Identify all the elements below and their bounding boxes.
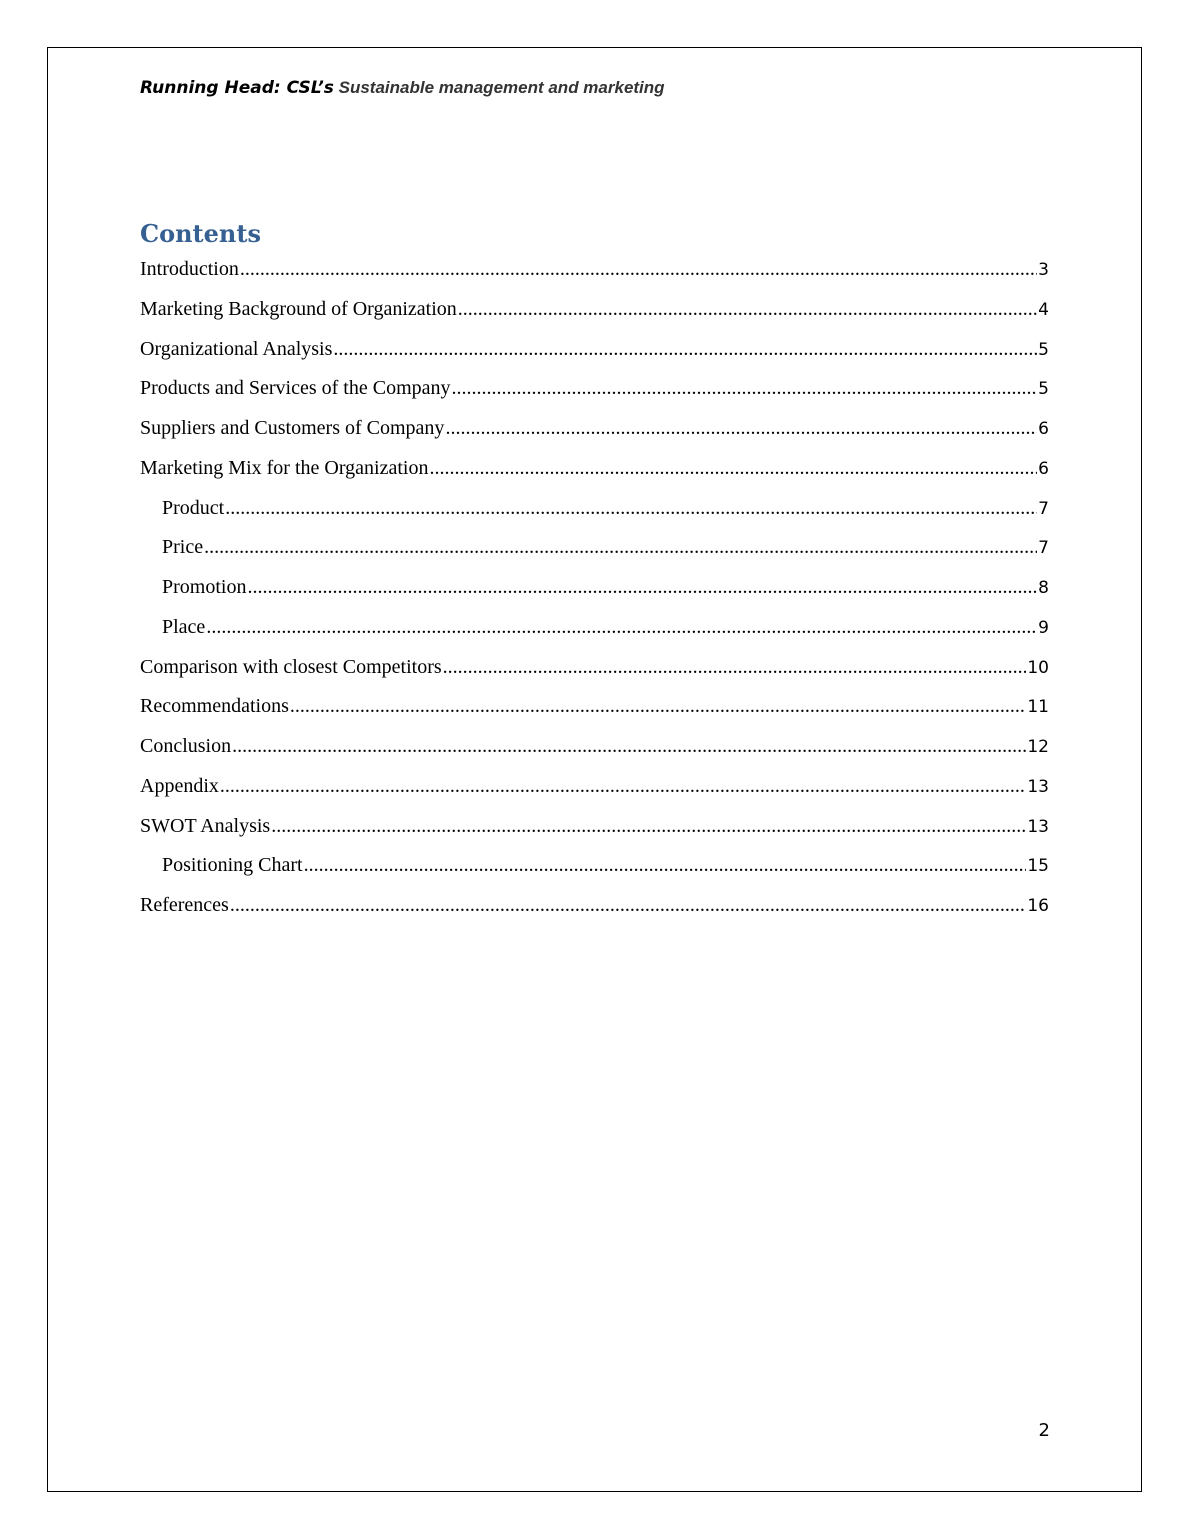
toc-entry[interactable] <box>140 891 1049 931</box>
toc-entry-page: 16 <box>1027 896 1049 916</box>
toc-title: Contents <box>140 219 261 248</box>
toc-entry[interactable] <box>140 613 1049 653</box>
toc-entry-page: 7 <box>1038 498 1049 519</box>
toc-entry-page: 6 <box>1038 419 1049 439</box>
toc-leader-dots <box>225 494 1037 522</box>
toc-leader-dots <box>458 295 1037 323</box>
toc-entry[interactable] <box>140 295 1049 335</box>
toc-entry[interactable] <box>140 653 1049 693</box>
toc-leader-dots <box>452 374 1038 402</box>
toc-entry-label: Marketing Background of Organization <box>140 297 457 320</box>
running-head-prefix: Running Head: CSL’s <box>140 78 334 98</box>
toc-entry-label: Suppliers and Customers of Company <box>140 417 445 439</box>
toc-entry[interactable] <box>140 255 1049 295</box>
toc-entry[interactable] <box>140 812 1049 852</box>
toc-entry[interactable] <box>140 494 1049 534</box>
toc-entry[interactable] <box>140 772 1049 812</box>
toc-entry[interactable] <box>140 692 1049 732</box>
toc-entry-label: Comparison with closest Competitors <box>140 655 442 678</box>
toc-entry-page: 4 <box>1038 299 1049 320</box>
toc-leader-dots <box>443 653 1027 681</box>
toc-entry[interactable] <box>140 374 1049 414</box>
toc-entry-label: References <box>140 894 229 916</box>
toc-entry-page: 6 <box>1038 458 1049 479</box>
toc-entry-page: 7 <box>1038 538 1049 559</box>
toc-leader-dots <box>232 732 1026 760</box>
toc-entry-label: Appendix <box>140 774 219 797</box>
toc-leader-dots <box>247 573 1037 601</box>
toc-entry-label: Price <box>162 536 204 559</box>
table-of-contents <box>140 255 1049 931</box>
toc-leader-dots <box>240 255 1037 283</box>
toc-entry-page: 5 <box>1038 379 1049 400</box>
toc-entry[interactable] <box>140 335 1049 375</box>
toc-entry-label: Conclusion <box>140 735 232 757</box>
toc-entry-page: 15 <box>1027 856 1049 877</box>
toc-entry-label: Marketing Mix for the Organization <box>140 456 429 479</box>
toc-entry-label: Product <box>162 496 225 519</box>
toc-entry-page: 13 <box>1027 776 1049 797</box>
toc-entry-label: Promotion <box>162 576 247 598</box>
toc-entry-page: 8 <box>1038 578 1049 598</box>
toc-entry-page: 3 <box>1038 260 1049 280</box>
toc-entry-label: Place <box>162 615 206 638</box>
toc-entry[interactable] <box>140 851 1049 891</box>
toc-entry-page: 12 <box>1027 737 1049 757</box>
toc-leader-dots <box>220 772 1026 800</box>
toc-entry-page: 5 <box>1038 339 1049 360</box>
toc-entry-label: Introduction <box>140 258 239 280</box>
toc-leader-dots <box>204 533 1037 561</box>
toc-entry-page: 13 <box>1027 816 1049 837</box>
toc-entry-page: 9 <box>1038 617 1049 638</box>
toc-entry[interactable] <box>140 573 1049 613</box>
toc-leader-dots <box>271 812 1026 840</box>
toc-leader-dots <box>445 414 1037 442</box>
toc-entry-label: SWOT Analysis <box>140 814 271 837</box>
running-head <box>140 76 665 99</box>
toc-entry[interactable] <box>140 414 1049 454</box>
toc-entry-label: Organizational Analysis <box>140 337 333 360</box>
toc-entry-label: Products and Services of the Company <box>140 377 451 400</box>
toc-leader-dots <box>429 454 1037 482</box>
toc-entry-page: 10 <box>1027 657 1049 678</box>
toc-leader-dots <box>304 851 1027 879</box>
toc-entry[interactable] <box>140 454 1049 494</box>
page-number: 2 <box>1038 1420 1050 1441</box>
toc-entry[interactable] <box>140 732 1049 772</box>
toc-leader-dots <box>230 891 1027 919</box>
toc-entry-label: Recommendations <box>140 695 289 718</box>
running-head-title: Sustainable management and marketing <box>333 78 665 97</box>
toc-entry-page: 11 <box>1027 697 1049 718</box>
toc-entry-label: Positioning Chart <box>162 854 303 877</box>
toc-leader-dots <box>290 692 1027 720</box>
toc-leader-dots <box>206 613 1037 641</box>
toc-entry[interactable] <box>140 533 1049 573</box>
toc-leader-dots <box>333 335 1037 363</box>
